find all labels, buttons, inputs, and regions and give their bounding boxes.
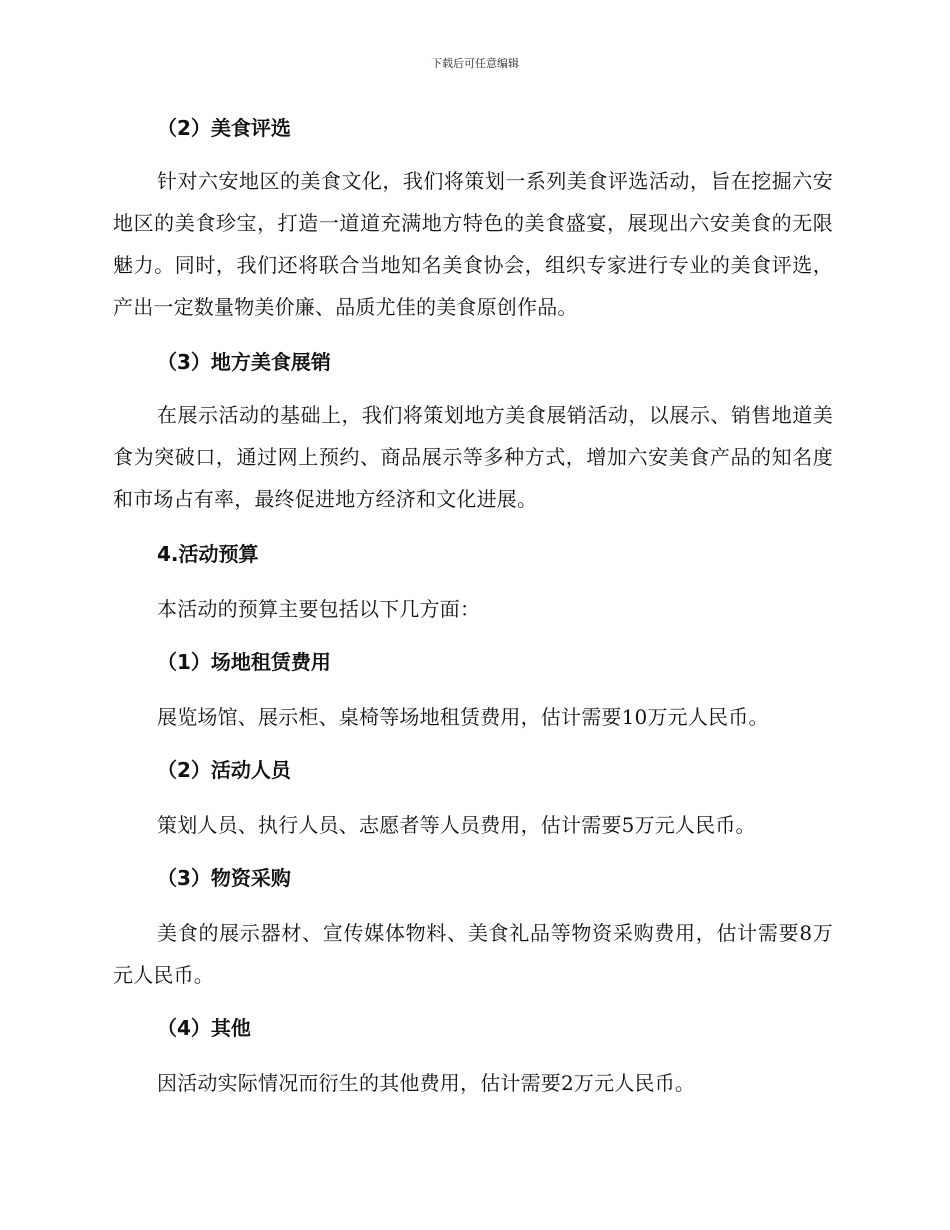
section-heading-food-selection: （2）美食评选: [157, 116, 291, 140]
section-heading-budget: 4.活动预算: [157, 542, 259, 566]
section-heading-procurement: （3）物资采购: [157, 866, 291, 890]
section-heading-venue-rental: （1）场地租赁费用: [157, 650, 331, 674]
section-heading-other: （4）其他: [157, 1016, 251, 1040]
paragraph-local-food-sales: 在展示活动的基础上，我们将策划地方美食展销活动，以展示、销售地道美食为突破口，通过网上预约、商品展示等多种方式，增加六安美食产品的知名度和市场占有率，最终促进地方经济和文化进展。: [113, 403, 833, 511]
paragraph-food-selection: 针对六安地区的美食文化，我们将策划一系列美食评选活动，旨在挖掘六安地区的美食珍宝，打造一道道充满地方特色的美食盛宴，展现出六安美食的无限魅力。同时，我们还将联合当地知名美食协会，组织专家进行专业的美食评选，产出一定数量物美价廉、品质尤佳的美食原创作品。: [113, 169, 833, 319]
document-body: [113, 108, 833, 1104]
paragraph-venue-rental: 展览场馆、展示柜、桌椅等场地租赁费用，估计需要10万元人民币。: [157, 705, 769, 729]
page-header: 下载后可任意编辑: [431, 57, 519, 70]
paragraph-other: 因活动实际情况而衍生的其他费用，估计需要2万元人民币。: [157, 1071, 696, 1095]
paragraph-procurement: 美食的展示器材、宣传媒体物料、美食礼品等物资采购费用，估计需要8万元人民币。: [113, 921, 833, 987]
paragraph-budget-intro: 本活动的预算主要包括以下几方面：: [157, 597, 481, 621]
paragraph-staff: 策划人员、执行人员、志愿者等人员费用，估计需要5万元人民币。: [157, 813, 756, 837]
section-heading-local-food-sales: （3）地方美食展销: [157, 350, 331, 374]
section-heading-staff: （2）活动人员: [157, 758, 291, 782]
